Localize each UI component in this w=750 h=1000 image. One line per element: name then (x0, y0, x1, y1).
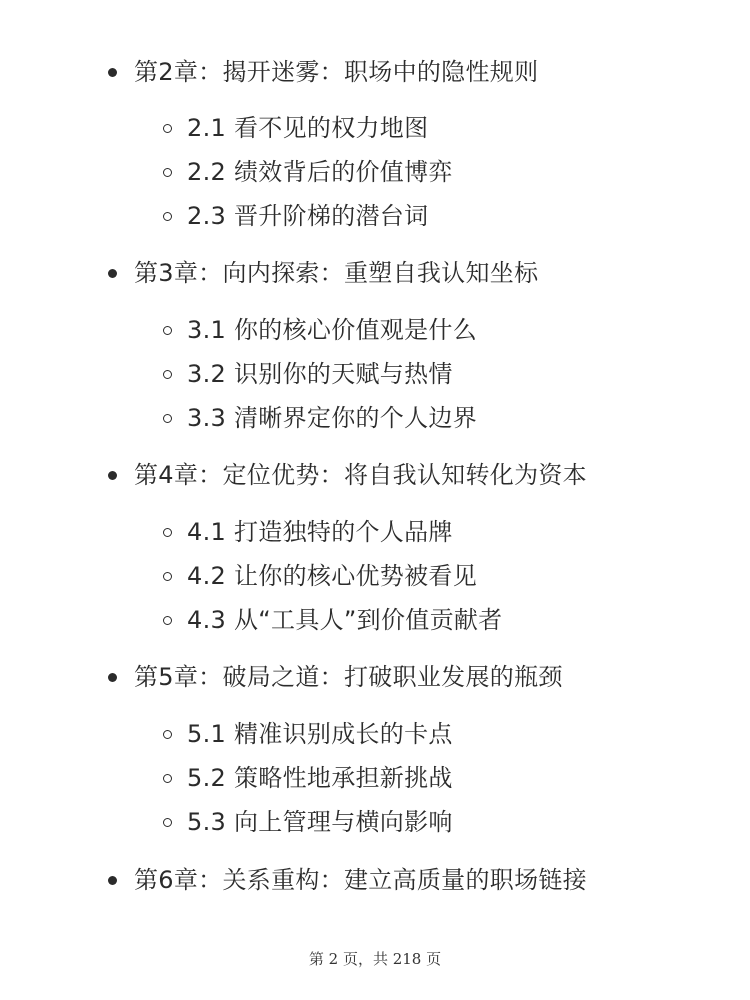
circle-bullet-icon (163, 212, 172, 221)
section-item (163, 154, 453, 190)
section-title: 4.3 从“工具人”到价值贡献者 (187, 606, 503, 634)
circle-bullet-icon (163, 730, 172, 739)
section-item (163, 716, 453, 752)
section-item (163, 514, 453, 550)
chapter-item (108, 255, 538, 291)
section-title: 2.1 看不见的权力地图 (187, 114, 429, 142)
circle-bullet-icon (163, 774, 172, 783)
circle-bullet-icon (163, 326, 172, 335)
chapter-item (108, 862, 587, 898)
section-item (163, 558, 477, 594)
section-item (163, 198, 428, 234)
section-title: 4.1 打造独特的个人品牌 (187, 518, 453, 546)
section-title: 5.2 策略性地承担新挑战 (187, 764, 453, 792)
chapter-item (108, 54, 538, 90)
chapter-item (108, 457, 587, 493)
chapter-title: 第3章：向内探索：重塑自我认知坐标 (134, 259, 539, 287)
bullet-icon (108, 68, 117, 77)
chapter-title: 第4章：定位优势：将自我认知转化为资本 (134, 461, 587, 489)
chapter-item (108, 659, 563, 695)
chapter-title: 第6章：关系重构：建立高质量的职场链接 (134, 866, 587, 894)
section-item (163, 356, 453, 392)
bullet-icon (108, 876, 117, 885)
page-number-footer: 第 2 页，共 218 页 (308, 950, 442, 968)
section-item (163, 602, 502, 638)
section-title: 2.3 晋升阶梯的潜台词 (187, 202, 429, 230)
chapter-title: 第2章：揭开迷雾：职场中的隐性规则 (134, 58, 539, 86)
circle-bullet-icon (163, 414, 172, 423)
circle-bullet-icon (163, 616, 172, 625)
section-item (163, 804, 453, 840)
section-title: 4.2 让你的核心优势被看见 (187, 562, 477, 590)
circle-bullet-icon (163, 168, 172, 177)
section-title: 5.1 精准识别成长的卡点 (187, 720, 453, 748)
bullet-icon (108, 269, 117, 278)
section-item (163, 312, 477, 348)
circle-bullet-icon (163, 818, 172, 827)
section-title: 3.2 识别你的天赋与热情 (187, 360, 453, 388)
circle-bullet-icon (163, 528, 172, 537)
section-item (163, 400, 477, 436)
bullet-icon (108, 471, 117, 480)
circle-bullet-icon (163, 572, 172, 581)
bullet-icon (108, 673, 117, 682)
section-item (163, 110, 428, 146)
circle-bullet-icon (163, 124, 172, 133)
chapter-title: 第5章：破局之道：打破职业发展的瓶颈 (134, 663, 563, 691)
section-item (163, 760, 453, 796)
section-title: 2.2 绩效背后的价值博弈 (187, 158, 453, 186)
section-title: 3.1 你的核心价值观是什么 (187, 316, 477, 344)
section-title: 5.3 向上管理与横向影响 (187, 808, 453, 836)
section-title: 3.3 清晰界定你的个人边界 (187, 404, 477, 432)
circle-bullet-icon (163, 370, 172, 379)
